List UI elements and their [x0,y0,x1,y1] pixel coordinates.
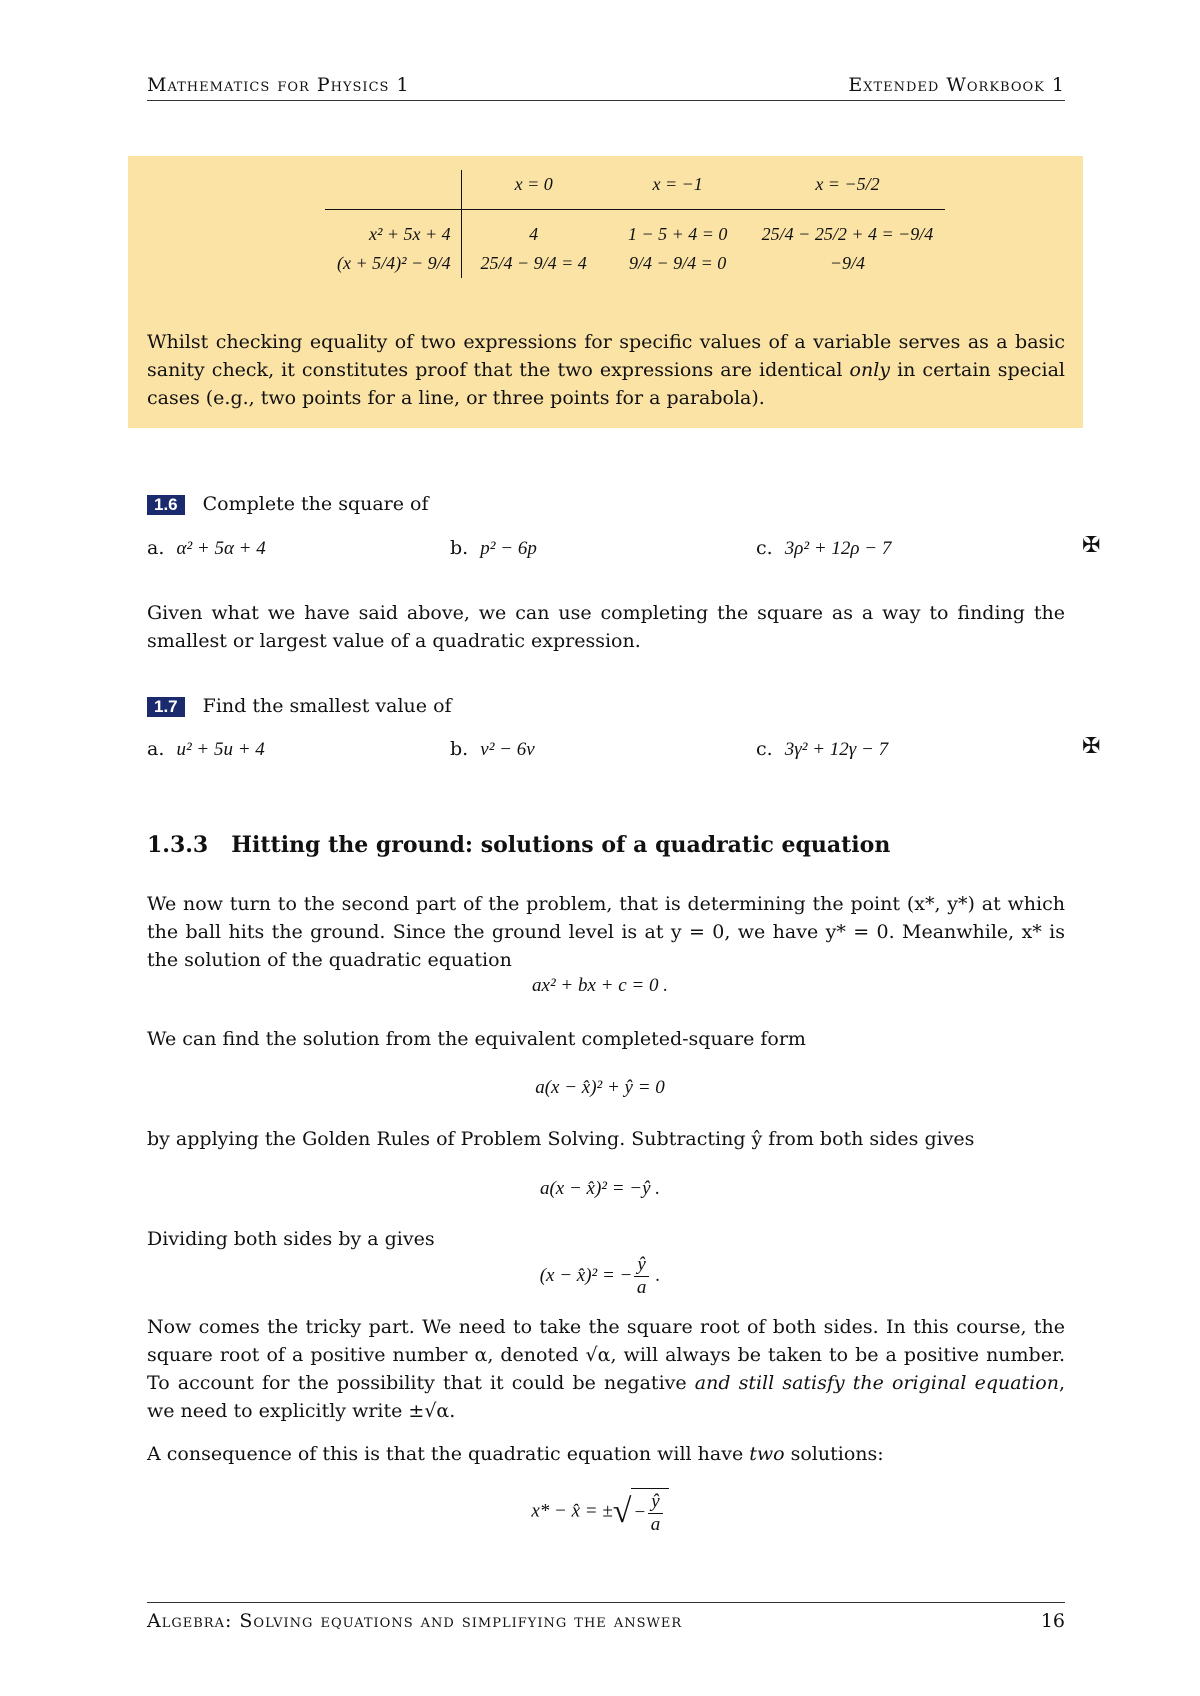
section-heading [147,832,890,858]
item-label: a. [147,537,165,559]
table-cell: −9/4 [829,253,866,273]
table-cell: 25/4 − 9/4 = 4 [480,253,587,273]
fraction-numerator: ŷ [648,1491,662,1514]
table-col-header: x = −5/2 [750,170,946,210]
fraction [648,1491,662,1536]
paragraph-5-text: Now comes the tricky part. We need to take the square root of both sides. In this course, the square root of a positive number α, denoted √α, will always be taken to be a positive number. To account for the possibility that it could be negative [147,1316,1065,1394]
table-corner [325,170,461,210]
table-row [325,210,945,250]
item-expression: α² + 5α + 4 [176,538,266,559]
paragraph-6 [147,1440,1065,1468]
table-row-label: x² + 5x + 4 [325,210,461,250]
item-label: c. [756,738,773,760]
table-cell: 9/4 − 9/4 = 0 [629,253,727,273]
sqrt-radicand: − $\frac{ŷ}{a}$ [631,1488,668,1536]
box-note-text: Whilst checking equality of two expressions for specific values of a variable serves as a basic sanity check, it constitutes proof that the two expressions are identical [147,331,1065,381]
item-expression: 3ρ² + 12ρ − 7 [784,538,892,559]
fraction-denominator: a [650,1514,661,1535]
footer-left: Algebra: Solving equations and simplifying the answer [147,1610,683,1632]
equation-3: a(x − x̂)² = −ŷ . [539,1178,661,1199]
header-left: Mathematics for Physics 1 [147,74,410,96]
section-number: 1.3.3 [147,832,209,858]
paragraph-4: Dividing both sides by a gives [147,1228,435,1250]
question-item [147,537,266,560]
paragraph-given: Given what we have said above, we can use completing the square as a way to finding the smallest or largest value of a quadratic expression. [147,602,1065,652]
paragraph-5 [147,1313,1065,1425]
equation-2: a(x − x̂)² + ŷ = 0 [535,1077,665,1098]
table-cell: 4 [529,224,539,244]
box-note-emphasis: only [849,359,891,381]
item-expression: v² − 6v [480,739,535,760]
equation-4-lhs: (x − x̂)² = − [539,1264,633,1286]
paragraph-6-emphasis: two [749,1443,785,1465]
equation-5-lhs: x* − x̂ = ± [531,1500,613,1522]
fraction-denominator: a [636,1277,647,1298]
table-row-label: (x + 5/4)² − 9/4 [325,249,461,278]
paragraph-2: We can find the solution from the equivalent completed-square form [147,1028,806,1050]
fraction-numerator: ŷ [634,1254,648,1277]
question-item [756,738,888,761]
paragraph-3: by applying the Golden Rules of Problem Solving. Subtracting ŷ from both sides gives [147,1128,975,1150]
table-col-header: x = −1 [606,170,750,210]
paragraph-1: We now turn to the second part of the problem, that is determining the point (x*, y*) at which the ball hits the ground. Since the ground level is at y = 0, we have y* = 0. Meanwhile, x* is the solution of the quadratic equation [147,893,1065,971]
paragraph-6-text: solutions: [784,1443,884,1465]
question-title: Find the smallest value of [202,695,452,717]
header-right: Extended Workbook 1 [848,74,1065,96]
cross-marker-icon: ✠ [1082,533,1101,558]
question-number-badge: 1.7 [147,697,185,717]
item-label: b. [450,738,469,760]
equation-1: ax² + bx + c = 0 . [532,975,668,996]
footer-rule [147,1602,1065,1603]
question-item [147,738,265,761]
cross-marker-icon: ✠ [1082,734,1101,759]
box-note [147,328,1065,412]
item-label: a. [147,738,165,760]
question-item [756,537,891,560]
section-title: Hitting the ground: solutions of a quadratic equation [231,832,891,858]
item-expression: 3γ² + 12γ − 7 [784,739,889,760]
paragraph-5-text: , we need to explicitly write ±√α. [147,1372,1065,1422]
item-expression: p² − 6p [480,538,537,559]
item-label: b. [450,537,469,559]
paragraph-5-emphasis: and still satisfy the original equation [694,1372,1059,1394]
question-item [450,738,535,761]
equation-5 [0,1488,1200,1536]
question-1-7-title [147,695,452,717]
table-cell: 25/4 − 25/2 + 4 = −9/4 [761,224,934,244]
question-number-badge: 1.6 [147,495,185,515]
item-expression: u² + 5u + 4 [176,739,265,760]
equation-4 [0,1254,1200,1299]
item-label: c. [756,537,773,559]
sqrt-icon: √ [612,1493,632,1530]
evaluation-table [325,170,945,278]
table-row [325,249,945,278]
paragraph-6-text: A consequence of this is that the quadratic equation will have [147,1443,750,1465]
table-header-row [325,170,945,210]
box-note-text: in certain special cases (e.g., two points for a line, or three points for a parabola). [147,359,1065,409]
question-title: Complete the square of [202,493,429,515]
question-item [450,537,537,560]
table-col-header: x = 0 [461,170,606,210]
header-rule [147,100,1065,101]
question-1-6-title [147,493,429,515]
fraction [634,1254,648,1299]
page-header [147,74,1065,96]
page-number: 16 [1040,1610,1065,1632]
table-cell: 1 − 5 + 4 = 0 [627,224,728,244]
equation-4-end: . [650,1264,661,1286]
